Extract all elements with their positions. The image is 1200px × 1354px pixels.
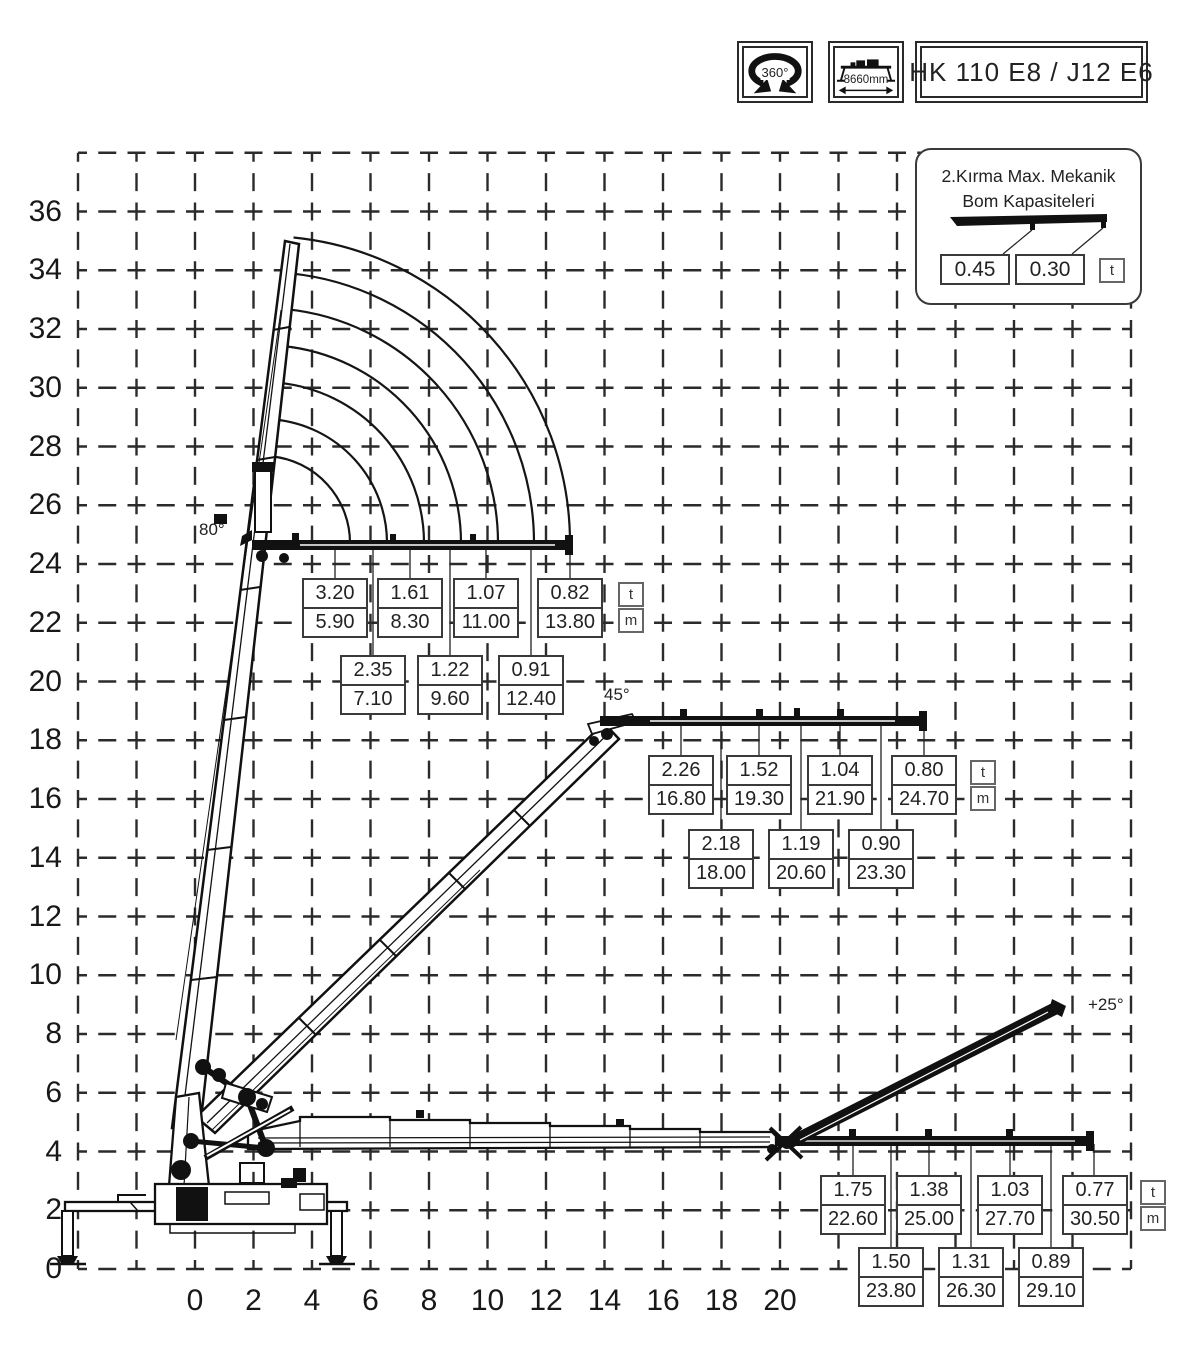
x-axis-tick-label: 20 bbox=[763, 1284, 797, 1317]
capacity-box bbox=[726, 755, 792, 815]
unit-label-t: t bbox=[618, 582, 644, 607]
capacity-tonnes: 2.35 bbox=[353, 659, 393, 681]
y-axis-tick-label: 20 bbox=[28, 664, 62, 698]
legend-capacity-1: 0.45 bbox=[940, 254, 1010, 285]
capacity-box bbox=[938, 1247, 1004, 1307]
capacity-box bbox=[858, 1247, 924, 1307]
capacity-reach-m: 13.80 bbox=[539, 607, 601, 636]
extension-horizontal bbox=[776, 1129, 1094, 1151]
x-axis-tick-label: 18 bbox=[704, 1284, 739, 1317]
outrigger-span-icon bbox=[835, 47, 897, 97]
y-axis-tick-label: 10 bbox=[28, 958, 62, 992]
capacity-tonnes: 0.80 bbox=[904, 759, 944, 781]
capacity-tonnes: 1.19 bbox=[781, 833, 821, 855]
capacity-reach-m: 16.80 bbox=[650, 784, 712, 813]
capacity-box bbox=[977, 1175, 1043, 1235]
capacity-reach-m: 12.40 bbox=[500, 684, 562, 713]
outrigger-span-badge bbox=[828, 41, 904, 103]
jib-45-degrees bbox=[600, 708, 927, 731]
capacity-reach-m: 30.50 bbox=[1064, 1204, 1126, 1233]
capacity-reach-m: 25.00 bbox=[898, 1204, 960, 1233]
capacity-reach-m: 9.60 bbox=[419, 684, 481, 713]
capacity-tonnes: 1.50 bbox=[871, 1251, 911, 1273]
capacity-reach-m: 8.30 bbox=[379, 607, 441, 636]
capacity-tonnes: 0.90 bbox=[861, 833, 901, 855]
capacity-tonnes: 2.26 bbox=[661, 759, 701, 781]
capacity-reach-m: 23.80 bbox=[860, 1276, 922, 1305]
capacity-tonnes: 0.89 bbox=[1031, 1251, 1071, 1273]
legend-unit: t bbox=[1099, 258, 1125, 283]
capacity-reach-m: 11.00 bbox=[455, 607, 517, 636]
capacity-box bbox=[768, 829, 834, 889]
capacity-tonnes: 0.77 bbox=[1075, 1179, 1115, 1201]
rotation-label: 360° bbox=[761, 65, 789, 80]
capacity-reach-m: 27.70 bbox=[979, 1204, 1041, 1233]
model-title-box bbox=[909, 41, 1154, 103]
boom-45-degrees bbox=[196, 714, 636, 1133]
capacity-tonnes: 1.03 bbox=[990, 1179, 1030, 1201]
capacity-tonnes: 1.07 bbox=[466, 582, 506, 604]
capacity-tonnes: 1.38 bbox=[909, 1179, 949, 1201]
capacity-box bbox=[807, 755, 873, 815]
jib-range-arcs bbox=[272, 238, 570, 544]
capacity-box bbox=[891, 755, 957, 815]
capacity-box bbox=[537, 578, 603, 638]
jib-80-degrees bbox=[240, 530, 573, 563]
y-axis-tick-label: 36 bbox=[28, 194, 62, 228]
y-axis-tick-label: 4 bbox=[45, 1134, 62, 1168]
x-axis-tick-label: 4 bbox=[303, 1284, 321, 1317]
capacity-box bbox=[498, 655, 564, 715]
unit-label-m: m bbox=[970, 786, 996, 811]
capacity-reach-m: 22.60 bbox=[822, 1204, 884, 1233]
capacity-box bbox=[1062, 1175, 1128, 1235]
y-axis-tick-label: 18 bbox=[28, 723, 62, 757]
capacity-tonnes: 1.31 bbox=[951, 1251, 991, 1273]
capacity-reach-m: 19.30 bbox=[728, 784, 790, 813]
legend-title-line2: Bom Kapasiteleri bbox=[962, 191, 1095, 211]
boom-80-degrees bbox=[172, 241, 299, 1128]
capacity-reach-m: 7.10 bbox=[342, 684, 404, 713]
x-axis-tick-label: 16 bbox=[646, 1284, 680, 1317]
x-axis-tick-label: 0 bbox=[186, 1284, 204, 1317]
capacity-reach-m: 5.90 bbox=[304, 607, 366, 636]
y-axis-tick-label: 30 bbox=[28, 370, 62, 404]
y-axis-tick-label: 8 bbox=[45, 1017, 62, 1050]
y-axis-tick-label: 6 bbox=[45, 1075, 62, 1109]
capacity-box bbox=[340, 655, 406, 715]
capacity-box bbox=[453, 578, 519, 638]
capacity-reach-m: 26.30 bbox=[940, 1276, 1002, 1305]
y-axis-tick-label: 22 bbox=[28, 605, 62, 639]
boom-angle-label-25: +25° bbox=[1088, 995, 1124, 1014]
y-axis-tick-label: 0 bbox=[45, 1252, 62, 1285]
capacity-reach-m: 23.30 bbox=[850, 858, 912, 887]
x-axis-tick-label: 2 bbox=[245, 1284, 262, 1317]
capacity-box bbox=[896, 1175, 962, 1235]
capacity-box bbox=[688, 829, 754, 889]
capacity-reach-m: 21.90 bbox=[809, 784, 871, 813]
unit-label-m: m bbox=[1140, 1206, 1166, 1231]
y-axis-tick-label: 34 bbox=[28, 253, 62, 287]
legend-capacity-2: 0.30 bbox=[1015, 254, 1085, 285]
capacity-tonnes: 1.52 bbox=[739, 759, 779, 781]
capacity-tonnes: 1.75 bbox=[833, 1179, 873, 1201]
y-axis-tick-label: 12 bbox=[28, 899, 62, 933]
x-axis-tick-label: 12 bbox=[529, 1284, 563, 1317]
y-axis-tick-label: 28 bbox=[28, 429, 62, 463]
capacity-tonnes: 1.04 bbox=[820, 759, 860, 781]
x-axis-tick-label: 6 bbox=[362, 1284, 379, 1317]
outrigger-span-label: 8660mm bbox=[843, 74, 889, 86]
capacity-reach-m: 24.70 bbox=[893, 784, 955, 813]
capacity-box bbox=[820, 1175, 886, 1235]
mechanical-capacity-legend bbox=[915, 148, 1142, 305]
capacity-box bbox=[848, 829, 914, 889]
capacity-box bbox=[417, 655, 483, 715]
capacity-box bbox=[648, 755, 714, 815]
x-axis-tick-label: 10 bbox=[470, 1284, 505, 1317]
unit-label-m: m bbox=[618, 608, 644, 633]
capacity-tonnes: 0.91 bbox=[511, 659, 551, 681]
y-axis-tick-label: 26 bbox=[28, 488, 62, 522]
capacity-tonnes: 1.61 bbox=[390, 582, 430, 604]
jib-plus-25-degrees bbox=[766, 999, 1066, 1160]
y-axis-tick-label: 32 bbox=[28, 312, 62, 345]
capacity-tonnes: 3.20 bbox=[315, 582, 355, 604]
y-axis-tick-label: 14 bbox=[28, 840, 62, 874]
boom-angle-label-80: 80° bbox=[199, 520, 225, 539]
boom-horizontal bbox=[248, 1110, 776, 1149]
legend-title-line1: 2.Kırma Max. Mekanik bbox=[941, 166, 1116, 186]
x-axis-tick-label: 8 bbox=[420, 1284, 438, 1317]
capacity-box bbox=[302, 578, 368, 638]
model-title: HK 110 E8 / J12 E6 bbox=[909, 56, 1154, 87]
capacity-tonnes: 1.22 bbox=[430, 659, 470, 681]
capacity-box bbox=[1018, 1247, 1084, 1307]
capacity-reach-m: 29.10 bbox=[1020, 1276, 1082, 1305]
y-axis-tick-label: 24 bbox=[28, 547, 62, 580]
unit-label-t: t bbox=[1140, 1180, 1166, 1205]
capacity-tonnes: 0.82 bbox=[550, 582, 590, 604]
capacity-reach-m: 18.00 bbox=[690, 858, 752, 887]
rotation-badge bbox=[737, 41, 813, 103]
boom-angle-label-45: 45° bbox=[604, 685, 630, 704]
y-axis-tick-label: 16 bbox=[28, 782, 62, 815]
unit-label-t: t bbox=[970, 760, 996, 785]
capacity-reach-m: 20.60 bbox=[770, 858, 832, 887]
x-axis-tick-label: 14 bbox=[587, 1284, 622, 1317]
capacity-tonnes: 2.18 bbox=[701, 833, 741, 855]
capacity-box bbox=[377, 578, 443, 638]
y-axis-tick-label: 2 bbox=[45, 1193, 62, 1227]
